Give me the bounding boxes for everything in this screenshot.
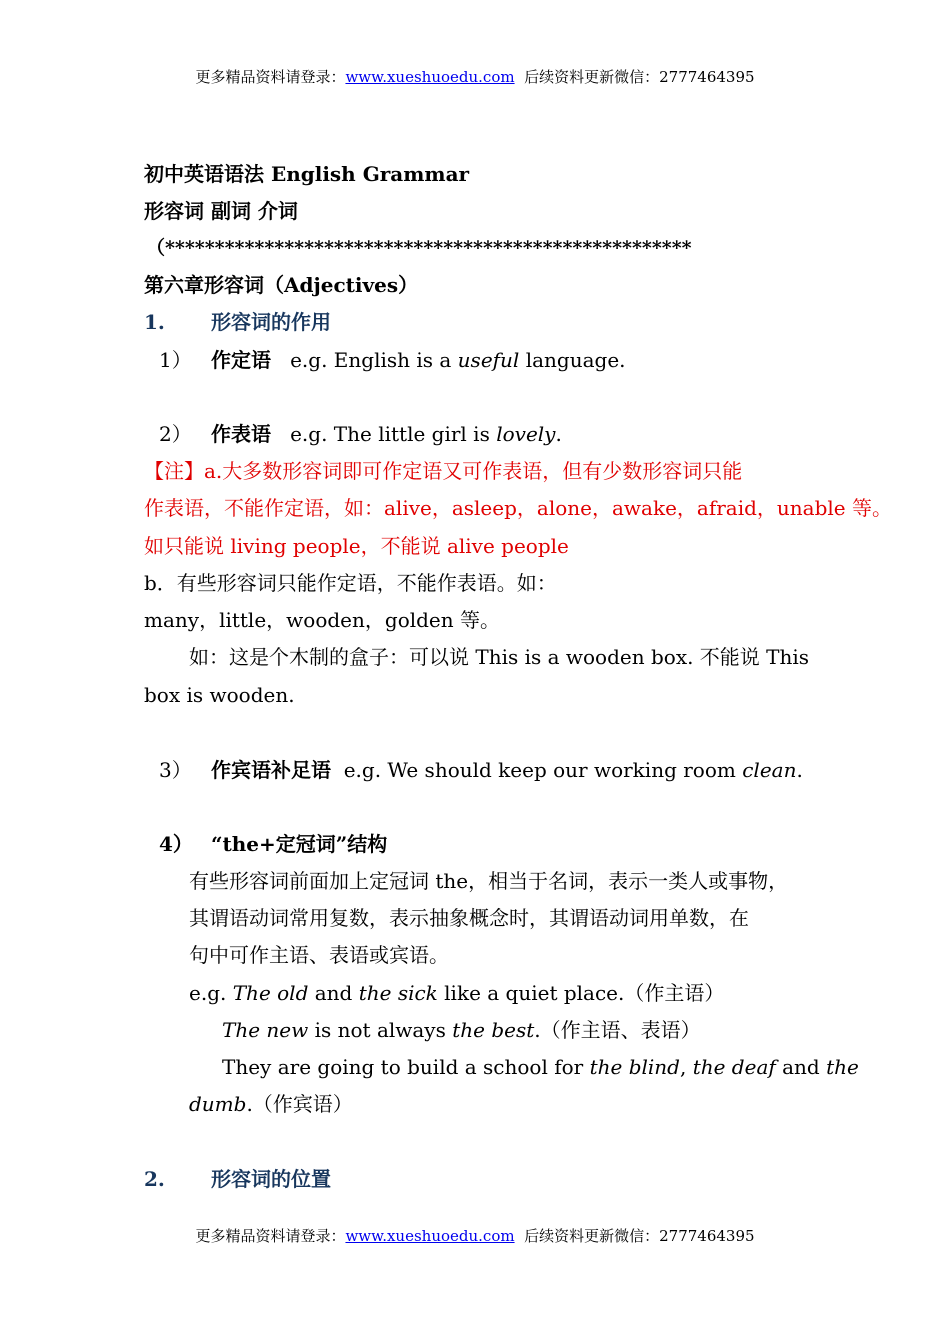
para-line-1: 有些形容词前面加上定冠词 the，相当于名词，表示一类人或事物， xyxy=(189,869,789,893)
para-line-3: 句中可作主语、表语或宾语。 xyxy=(189,943,449,967)
doc-title: 初中英语语法 English Grammar xyxy=(144,162,470,186)
section-1-number: 1. xyxy=(144,310,165,334)
header-prefix: 更多精品资料请登录： xyxy=(195,68,346,86)
item-2-example-post: . xyxy=(555,422,562,446)
item-1-example-pre: e.g. English is a xyxy=(290,348,458,372)
example-2-part: is not always xyxy=(308,1018,453,1042)
page-footer xyxy=(0,1226,950,1246)
item-4-label: “the+定冠词”结构 xyxy=(211,832,388,856)
example-3-italic: the deaf xyxy=(692,1055,776,1079)
note-b-line-2: many，little，wooden，golden 等。 xyxy=(144,608,501,632)
item-2-example-pre: e.g. The little girl is xyxy=(290,422,497,446)
note-b-line-3: 如：这是个木制的盒子：可以说 This is a wooden box. 不能说 This xyxy=(189,645,810,669)
chapter-title: 第六章形容词（Adjectives） xyxy=(144,273,419,297)
item-2 xyxy=(159,420,562,448)
footer-prefix: 更多精品资料请登录： xyxy=(195,1227,346,1245)
item-3-example-pre: e.g. We should keep our working room xyxy=(343,758,743,782)
doc-subtitle: 形容词 副词 介词 xyxy=(144,199,298,223)
section-2-title: 形容词的位置 xyxy=(211,1167,331,1191)
footer-suffix: 后续资料更新微信：2777464395 xyxy=(524,1227,755,1245)
note-line-3: 如只能说 living people，不能说 alive people xyxy=(144,534,569,558)
example-line-2 xyxy=(222,1016,701,1044)
example-1-part: like a quiet place.（作主语） xyxy=(437,981,725,1005)
note-line-1: 【注】a.大多数形容词即可作定语又可作表语，但有少数形容词只能 xyxy=(144,459,743,483)
example-4-italic: dumb xyxy=(189,1092,247,1116)
section-2-number: 2. xyxy=(144,1167,165,1191)
item-4-number: 4） xyxy=(159,832,193,856)
section-1-title: 形容词的作用 xyxy=(211,310,331,334)
item-2-number: 2） xyxy=(159,422,192,446)
example-1-part: and xyxy=(308,981,359,1005)
item-3-example-post: . xyxy=(796,758,803,782)
footer-link[interactable]: www.xueshuoedu.com xyxy=(345,1227,515,1245)
example-2-italic: the best xyxy=(452,1018,535,1042)
star-divider: （***************************************************** xyxy=(146,237,692,259)
example-3-part: They are going to build a school for xyxy=(222,1055,590,1079)
example-1-italic: the sick xyxy=(358,981,438,1005)
note-line-2: 作表语，不能作定语，如：alive，asleep，alone，awake，afraid，unable 等。 xyxy=(144,496,892,520)
item-3-example-italic: clean xyxy=(742,758,797,782)
example-3-part: and xyxy=(775,1055,827,1079)
section-2-heading xyxy=(144,1165,331,1193)
item-1-number: 1） xyxy=(159,348,192,372)
item-3-label: 作宾语补足语 xyxy=(211,758,331,782)
item-2-example-italic: lovely xyxy=(496,422,556,446)
section-1-heading xyxy=(144,308,331,336)
item-2-label: 作表语 xyxy=(211,422,271,446)
example-1-italic: The old xyxy=(232,981,309,1005)
item-1 xyxy=(159,346,626,374)
item-4 xyxy=(159,830,387,858)
note-b-line-1: b．有些形容词只能作定语，不能作表语。如： xyxy=(144,571,557,595)
example-2-italic: The new xyxy=(222,1018,309,1042)
header-link[interactable]: www.xueshuoedu.com xyxy=(345,68,515,86)
header-suffix: 后续资料更新微信：2777464395 xyxy=(524,68,755,86)
page-header xyxy=(0,67,950,87)
item-1-label: 作定语 xyxy=(211,348,271,372)
example-4-part: .（作宾语） xyxy=(246,1092,353,1116)
para-line-2: 其谓语动词常用复数，表示抽象概念时，其谓语动词用单数，在 xyxy=(189,906,749,930)
item-1-example-post: language. xyxy=(519,348,626,372)
example-1-part: e.g. xyxy=(189,981,233,1005)
note-b-line-4: box is wooden. xyxy=(144,683,295,707)
example-line-4 xyxy=(189,1090,353,1118)
example-line-3 xyxy=(222,1053,859,1081)
example-2-part: .（作主语、表语） xyxy=(534,1018,701,1042)
example-line-1 xyxy=(189,979,724,1007)
item-3 xyxy=(159,756,803,784)
example-3-italic: the blind xyxy=(589,1055,680,1079)
example-3-italic: the xyxy=(826,1055,859,1079)
item-3-number: 3） xyxy=(159,758,192,782)
example-3-part: , xyxy=(679,1055,693,1079)
item-1-example-italic: useful xyxy=(457,348,520,372)
